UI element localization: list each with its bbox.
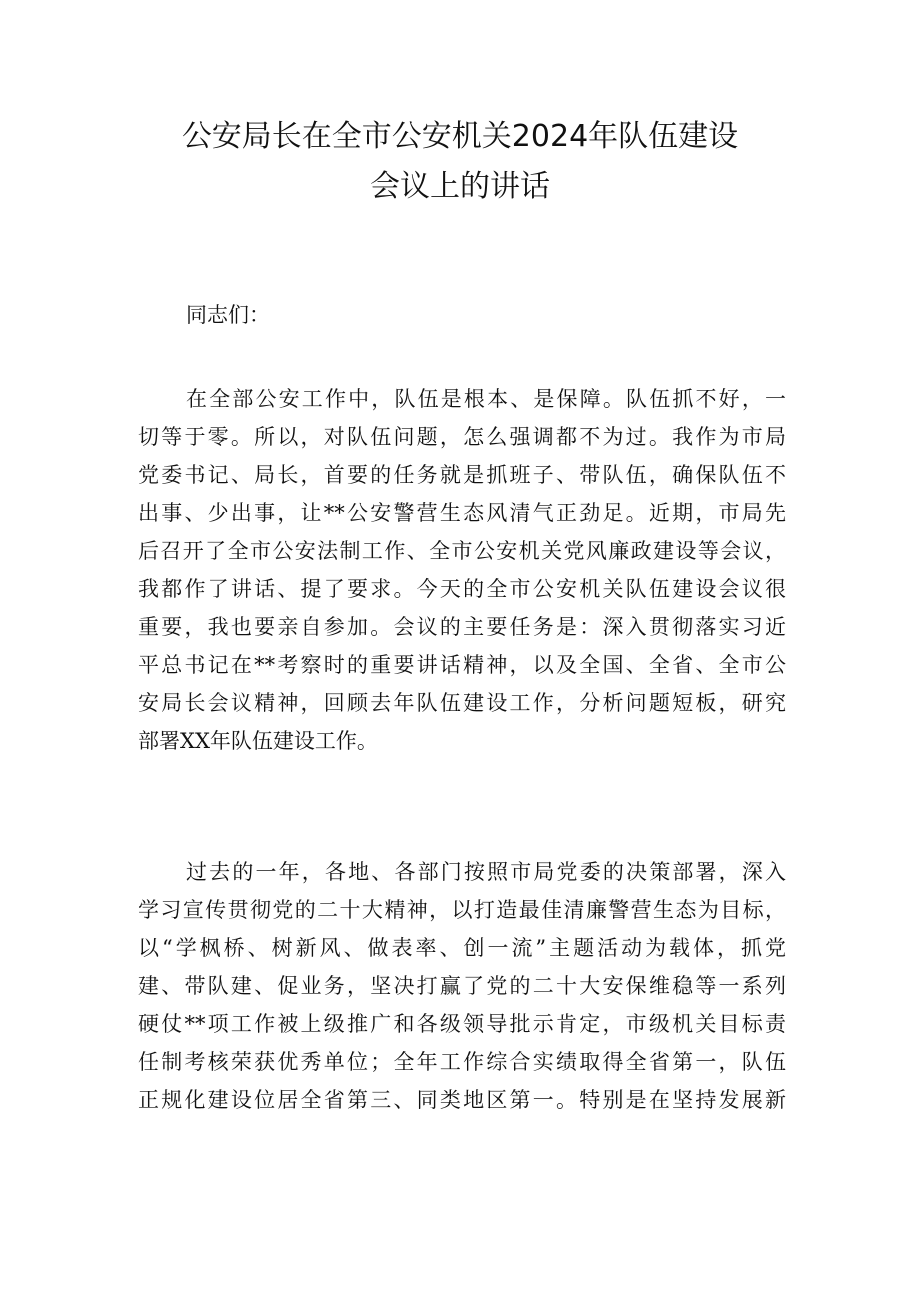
paragraph-1-line: 重要，我也要亲自参加。会议的主要任务是：深入贯彻落实习近	[138, 615, 786, 639]
title-line-1: 公安局长在全市公安机关2024年队伍建设	[181, 119, 739, 154]
paragraph-1-line: 在全部公安工作中，队伍是根本、是保障。队伍抓不好，一	[186, 387, 786, 411]
paragraph-1	[138, 380, 786, 760]
paragraph-2-line: 过去的一年，各地、各部门按照市局党委的决策部署，深入	[186, 860, 786, 884]
paragraph-2	[138, 853, 786, 1119]
paragraph-1-line: 我都作了讲话、提了要求。今天的全市公安机关队伍建设会议很	[138, 577, 786, 601]
paragraph-1-line: 出事、少出事，让**公安警营生态风清气正劲足。近期，市局先	[138, 501, 786, 525]
paragraph-1-line: 部署XX年队伍建设工作。	[138, 729, 378, 753]
paragraph-1-line: 后召开了全市公安法制工作、全市公安机关党风廉政建设等会议，	[138, 539, 786, 563]
paragraph-2-line: 硬仗**项工作被上级推广和各级领导批示肯定，市级机关目标责	[138, 1012, 786, 1036]
title-line-2: 会议上的讲话	[370, 169, 550, 204]
salutation-text: 同志们：	[186, 303, 270, 327]
paragraph-2-line: 任制考核荣获优秀单位；全年工作综合实绩取得全省第一，队伍	[138, 1050, 786, 1074]
paragraph-1-line: 切等于零。所以，对队伍问题，怎么强调都不为过。我作为市局	[138, 425, 786, 449]
paragraph-2-line: 学习宣传贯彻党的二十大精神，以打造最佳清廉警营生态为目标，	[138, 898, 786, 922]
salutation	[138, 296, 786, 334]
paragraph-2-line: 正规化建设位居全省第三、同类地区第一。特别是在坚持发展新	[138, 1088, 786, 1112]
paragraph-1-line: 安局长会议精神，回顾去年队伍建设工作，分析问题短板，研究	[138, 691, 786, 715]
paragraph-2-line: 建、带队建、促业务，坚决打赢了党的二十大安保维稳等一系列	[138, 974, 786, 998]
paragraph-1-line: 平总书记在**考察时的重要讲话精神，以及全国、全省、全市公	[138, 653, 786, 677]
document-title	[0, 112, 920, 212]
paragraph-2-line: 以“学枫桥、树新风、做表率、创一流”主题活动为载体，抓党	[138, 936, 786, 960]
paragraph-1-line: 党委书记、局长，首要的任务就是抓班子、带队伍，确保队伍不	[138, 463, 786, 487]
